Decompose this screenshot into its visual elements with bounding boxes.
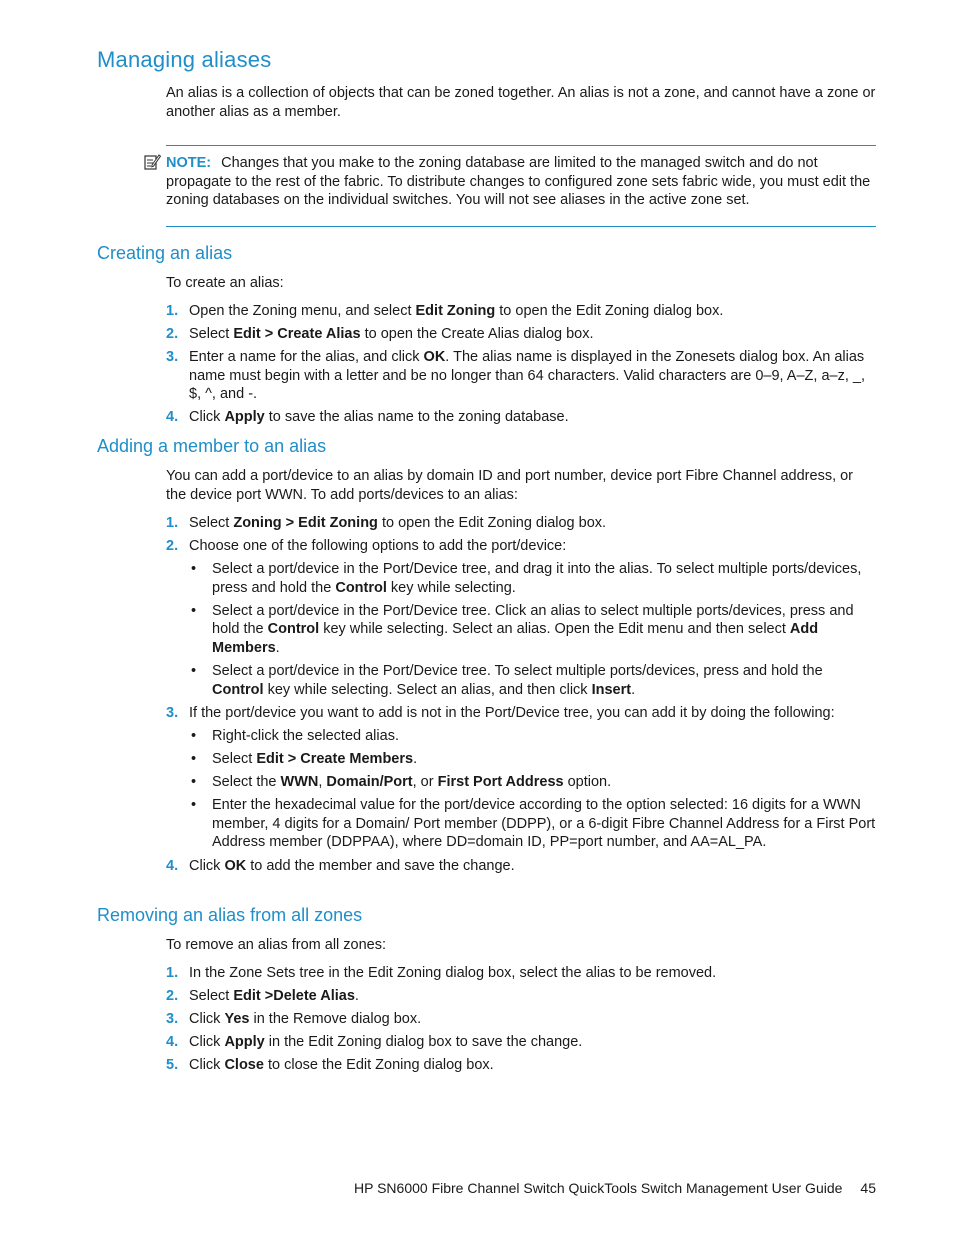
step-number: 1.: [166, 515, 179, 531]
bullet-list: [189, 727, 876, 852]
list-item: [166, 514, 876, 533]
step-number: 3.: [166, 349, 179, 366]
step-text: Choose one of the following options to add the port/device:: [189, 538, 567, 555]
step-text: Select Edit >Delete Alias.: [189, 988, 359, 1005]
step-number: 2.: [166, 326, 179, 343]
page-number: 45: [860, 1180, 876, 1196]
section-heading-create: Creating an alias: [97, 243, 233, 263]
bullet-item: • Select a port/device in the Port/Device tree. Click an alias to select multiple ports/devices, press and hold the Control key while selecting. Select an alias. Open the Edit menu and then select Add Members.: [189, 602, 876, 658]
step-number: 4.: [166, 1034, 179, 1051]
remove-steps: [166, 964, 876, 1079]
step-number: 5.: [166, 1057, 179, 1074]
create-steps: [166, 302, 876, 432]
step-number: 4.: [166, 857, 179, 874]
step-text: Open the Zoning menu, and select Edit Zoning to open the Edit Zoning dialog box.: [189, 303, 724, 319]
add-lead: You can add a port/device to an alias by domain ID and port number, device port Fibre Channel address, or the device port WWN. To add ports/devices to an alias:: [166, 468, 854, 503]
bullet-item: • Right-click the selected alias.: [189, 727, 876, 746]
bullet-item: • Enter the hexadecimal value for the port/device according to the option selected: 16 digits for a WWN member, 4 digits for a Domain/ Port member (DDPP), or a 6-digit Fibre Channel Address for a First Port Address member (DDPPAA), where DD=domain ID, PP=port number, and AA=AL_PA.: [189, 796, 876, 852]
list-item: [166, 964, 876, 983]
list-item: [166, 987, 876, 1006]
step-text: Click Apply in the Edit Zoning dialog box to save the change.: [189, 1034, 583, 1051]
step-number: 3.: [166, 1011, 179, 1028]
step-text: Click Close to close the Edit Zoning dialog box.: [189, 1057, 494, 1074]
step-text: Select Edit > Create Alias to open the Create Alias dialog box.: [189, 326, 594, 343]
bullet-item: • Select a port/device in the Port/Device tree. To select multiple ports/devices, press and hold the Control key while selecting. Select an alias, and then click Insert.: [189, 662, 876, 699]
note-body: Changes that you make to the zoning database are limited to the managed switch and do not propagate to the rest of the fabric. To distribute changes to configured zone sets fabric wide, you must edit the zoning databases on the individual switches. You will not see aliases in the active zone set.: [166, 155, 871, 209]
step-number: 1.: [166, 303, 179, 319]
bullet-item: • Select the WWN, Domain/Port, or First Port Address option.: [189, 773, 876, 792]
step-text: Click Apply to save the alias name to the zoning database.: [189, 409, 569, 426]
footer-doc-title: HP SN6000 Fibre Channel Switch QuickTools Switch Management User Guide: [354, 1180, 843, 1196]
step-number: 2.: [166, 538, 179, 555]
list-item: [166, 1033, 876, 1052]
list-item: [166, 408, 876, 427]
step-text: Click Yes in the Remove dialog box.: [189, 1011, 422, 1028]
step-text: In the Zone Sets tree in the Edit Zoning dialog box, select the alias to be removed.: [189, 965, 717, 981]
bullet-item: • Select Edit > Create Members.: [189, 750, 876, 769]
step-number: 1.: [166, 965, 179, 981]
note-text: [166, 154, 876, 210]
list-item: [166, 1010, 876, 1029]
remove-lead: To remove an alias from all zones:: [166, 937, 387, 953]
step-number: 3.: [166, 704, 179, 721]
list-item: [166, 348, 876, 404]
step-text: Enter a name for the alias, and click OK. The alias name is displayed in the Zonesets dialog box. An alias name must begin with a letter and be no longer than 64 characters. Valid characters are 0–9, A–Z, a–z, _, $, ^, and -.: [189, 349, 865, 403]
step-text: Select Zoning > Edit Zoning to open the Edit Zoning dialog box.: [189, 515, 607, 531]
step-text: If the port/device you want to add is not in the Port/Device tree, you can add it by doing the following:: [189, 704, 835, 721]
note-label: NOTE:: [166, 155, 212, 171]
bullet-list: [189, 560, 876, 699]
page-title: Managing aliases: [97, 47, 272, 72]
page-footer: [354, 1180, 876, 1196]
step-number: 2.: [166, 988, 179, 1005]
bullet-item: • Select a port/device in the Port/Device tree, and drag it into the alias. To select multiple ports/devices, press and hold the Control key while selecting.: [189, 560, 876, 597]
list-item: [166, 1056, 876, 1075]
section-heading-add: Adding a member to an alias: [97, 436, 327, 456]
step-number: 4.: [166, 409, 179, 426]
list-item: [166, 704, 876, 852]
list-item: [166, 537, 876, 699]
note-pencil-icon: [143, 153, 161, 171]
list-item: [166, 325, 876, 344]
list-item: [166, 857, 876, 876]
create-lead: To create an alias:: [166, 275, 284, 291]
list-item: [166, 302, 876, 321]
section-heading-remove: Removing an alias from all zones: [97, 905, 363, 925]
intro-paragraph: An alias is a collection of objects that can be zoned together. An alias is not a zone, and cannot have a zone or another alias as a member.: [166, 85, 876, 120]
add-steps: [166, 514, 876, 880]
step-text: Click OK to add the member and save the change.: [189, 857, 515, 874]
